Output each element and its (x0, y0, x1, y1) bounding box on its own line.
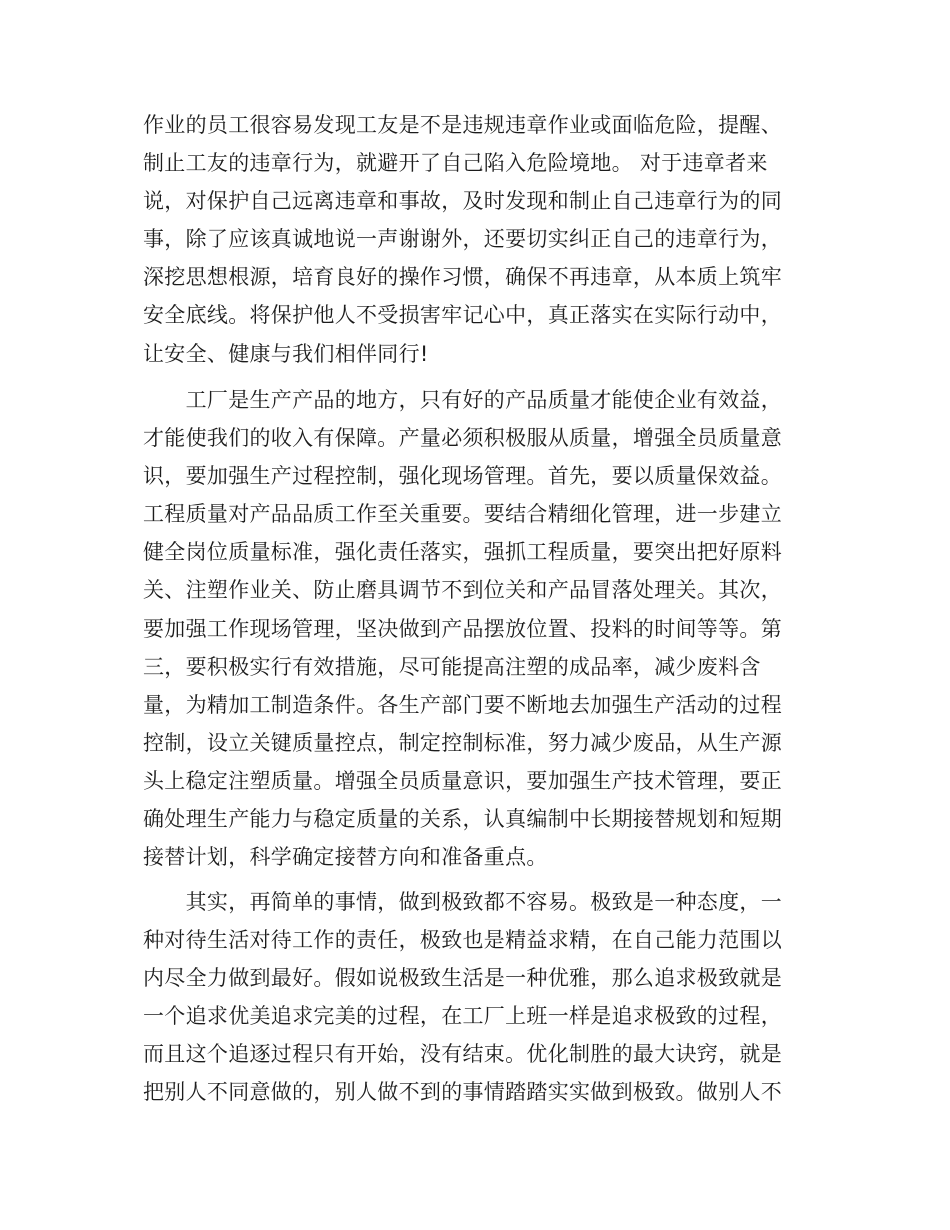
paragraph-excellence (143, 883, 803, 1112)
text-line: 把别人不同意做的，别人做不到的事情踏踏实实做到极致。做别人不 (143, 1080, 782, 1105)
text-line: 而且这个追逐过程只有开始，没有结束。优化制胜的最大诀窍，就是 (143, 1042, 782, 1067)
text-line: 确处理生产能力与稳定质量的关系，认真编制中长期接替规划和短期 (143, 807, 782, 832)
text-line: 接替计划，科学确定接替方向和准备重点。 (143, 845, 548, 870)
text-line: 内尽全力做到最好。假如说极致生活是一种优雅，那么追求极致就是 (143, 966, 782, 991)
text-line: 识，要加强生产过程控制，强化现场管理。首先，要以质量保效益。 (143, 464, 782, 489)
text-line: 关、注塑作业关、防止磨具调节不到位关和产品冒落处理关。其次， (143, 578, 782, 603)
text-line: 其实，再简单的事情，做到极致都不容易。极致是一种态度，一 (143, 890, 782, 914)
text-line: 让安全、健康与我们相伴同行! (143, 341, 429, 366)
text-line: 工程质量对产品品质工作至关重要。要结合精细化管理，进一步建立 (143, 502, 782, 527)
text-line: 三，要积极实行有效措施，尽可能提高注塑的成品率，减少废料含 (143, 654, 761, 679)
text-line: 作业的员工很容易发现工友是不是违规违章作业或面临危险，提醒、 (143, 113, 782, 137)
paragraph-safety (143, 106, 803, 373)
text-line: 种对待生活对待工作的责任，极致也是精益求精，在自己能力范围以 (143, 928, 782, 953)
text-line: 才能使我们的收入有保障。产量必须积极服从质量，增强全员质量意 (143, 426, 782, 451)
text-line: 头上稳定注塑质量。增强全员质量意识，要加强生产技术管理，要正 (143, 768, 782, 793)
text-line: 安全底线。将保护他人不受损害牢记心中，真正落实在实际行动中， (143, 303, 782, 328)
text-line: 控制，设立关键质量控点，制定控制标准，努力减少废品，从生产源 (143, 730, 782, 755)
text-line: 工厂是生产产品的地方，只有好的产品质量才能使企业有效益， (143, 388, 782, 412)
text-line: 健全岗位质量标准，强化责任落实，强抓工程质量，要突出把好原料 (143, 540, 782, 565)
text-line: 制止工友的违章行为，就避开了自己陷入危险境地。 对于违章者来 (143, 151, 768, 176)
paragraph-quality (143, 381, 803, 876)
text-line: 一个追求优美追求完美的过程，在工厂上班一样是追求极致的过程， (143, 1004, 782, 1029)
text-line: 说，对保护自己远离违章和事故，及时发现和制止自己违章行为的同 (143, 189, 782, 214)
text-line: 要加强工作现场管理，坚决做到产品摆放位置、投料的时间等等。第 (143, 616, 782, 641)
text-line: 深挖思想根源，培育良好的操作习惯，确保不再违章，从本质上筑牢 (143, 265, 782, 290)
text-line: 量，为精加工制造条件。各生产部门要不断地去加强生产活动的过程 (143, 692, 782, 717)
text-line: 事，除了应该真诚地说一声谢谢外，还要切实纠正自己的违章行为， (143, 227, 782, 252)
